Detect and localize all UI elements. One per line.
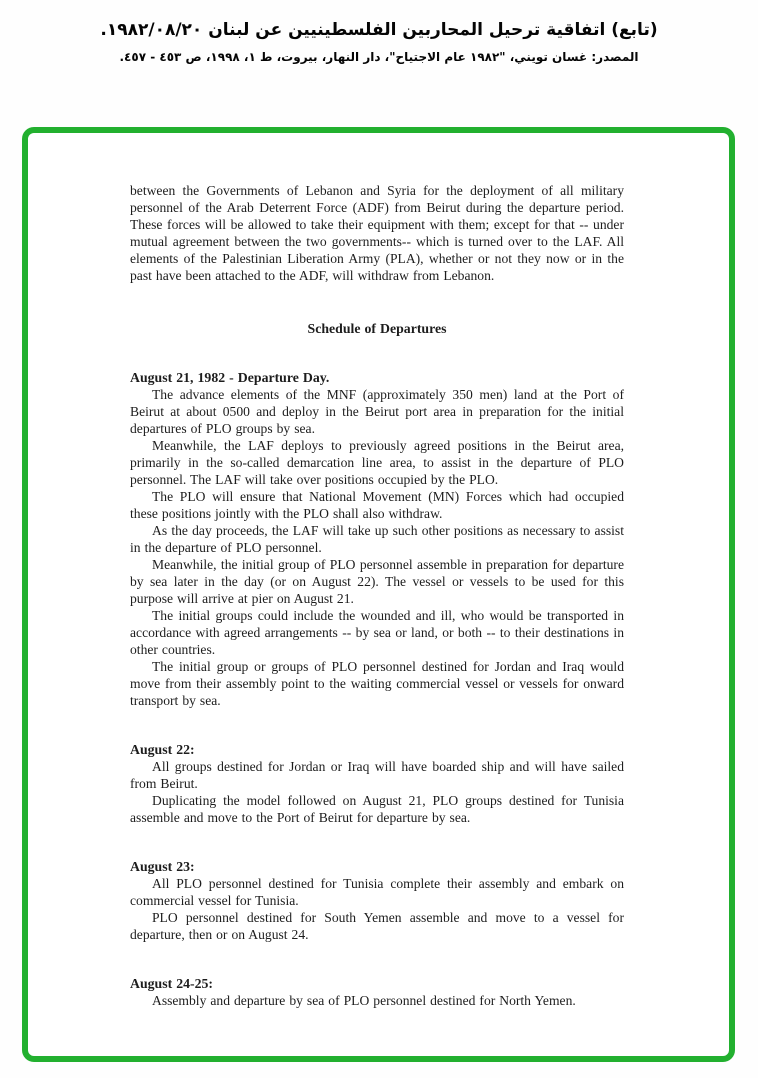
section-title: August 21, 1982 - Departure Day. — [130, 370, 330, 385]
section-title: August 22: — [130, 742, 195, 757]
section-title: August 23: — [130, 859, 195, 874]
paragraph: All PLO personnel destined for Tunisia complete their assembly and embark on commercial vessel for Tunisia. — [130, 876, 624, 908]
page-frame — [22, 127, 735, 1062]
paragraph: The initial group or groups of PLO personnel destined for Jordan and Iraq would move from their assembly point to the waiting commercial vessel or vessels for onward transport by sea. — [130, 659, 624, 708]
paragraph: The advance elements of the MNF (approximately 350 men) land at the Port of Beirut at about 0500 and deploy in the Beirut port area in preparation for the initial departures of PLO groups by sea. — [130, 387, 624, 436]
section-august-23 — [130, 858, 624, 943]
schedule-heading: Schedule of Departures — [307, 321, 447, 336]
section-title: August 24-25: — [130, 976, 214, 991]
section-august-21 — [130, 369, 624, 709]
paragraph: All groups destined for Jordan or Iraq will have boarded ship and will have sailed from Beirut. — [130, 759, 624, 791]
document-body — [28, 133, 729, 1056]
paragraph: The PLO will ensure that National Movement (MN) Forces which had occupied these positions jointly with the PLO shall also withdraw. — [130, 489, 624, 521]
paragraph: Meanwhile, the LAF deploys to previously agreed positions in the Beirut area, primarily in the so-called demarcation line area, to assist in the departure of PLO personnel. The LAF will take over positions occupied by the PLO. — [130, 438, 624, 487]
paragraph: The initial groups could include the wounded and ill, who would be transported in accordance with agreed arrangements -- by sea or land, or both -- to their destinations in other countries. — [130, 608, 624, 657]
section-august-22 — [130, 741, 624, 826]
document-source-arabic: المصدر: غسان تويني، "١٩٨٢ عام الاجتياح"، دار النهار، بيروت، ط ١، ١٩٩٨، ص ٤٥٣ - ٤٥٧. — [119, 50, 639, 64]
section-august-24-25 — [130, 975, 624, 1009]
paragraph: Duplicating the model followed on August 21, PLO groups destined for Tunisia assemble and move to the Port of Beirut for departure by sea. — [130, 793, 624, 825]
continued-paragraph: between the Governments of Lebanon and Syria for the deployment of all military personnel of the Arab Deterrent Force (ADF) from Beirut during the departure period. These forces will be allowed to take their equipment with them; except for that -- under mutual agreement between the two governments-- which is turned over to the LAF. All elements of the Palestinian Liberation Army (PLA), whether or not they now or in the past have been attached to the ADF, will withdraw from Lebanon. — [130, 183, 624, 283]
arabic-header — [0, 16, 758, 67]
paragraph: Assembly and departure by sea of PLO personnel destined for North Yemen. — [152, 993, 576, 1008]
paragraph: PLO personnel destined for South Yemen assemble and move to a vessel for departure, then or on August 24. — [130, 910, 624, 942]
paragraph: Meanwhile, the initial group of PLO personnel assemble in preparation for departure by sea later in the day (or on August 22). The vessel or vessels to be used for this purpose will arrive at pier on August 21. — [130, 557, 624, 606]
paragraph: As the day proceeds, the LAF will take up such other positions as necessary to assist in the departure of PLO personnel. — [130, 523, 624, 555]
document-title-arabic: (تابع) اتفاقية ترحيل المحاربين الفلسطينيين عن لبنان ١٩٨٢/٠٨/٢٠. — [100, 20, 658, 40]
